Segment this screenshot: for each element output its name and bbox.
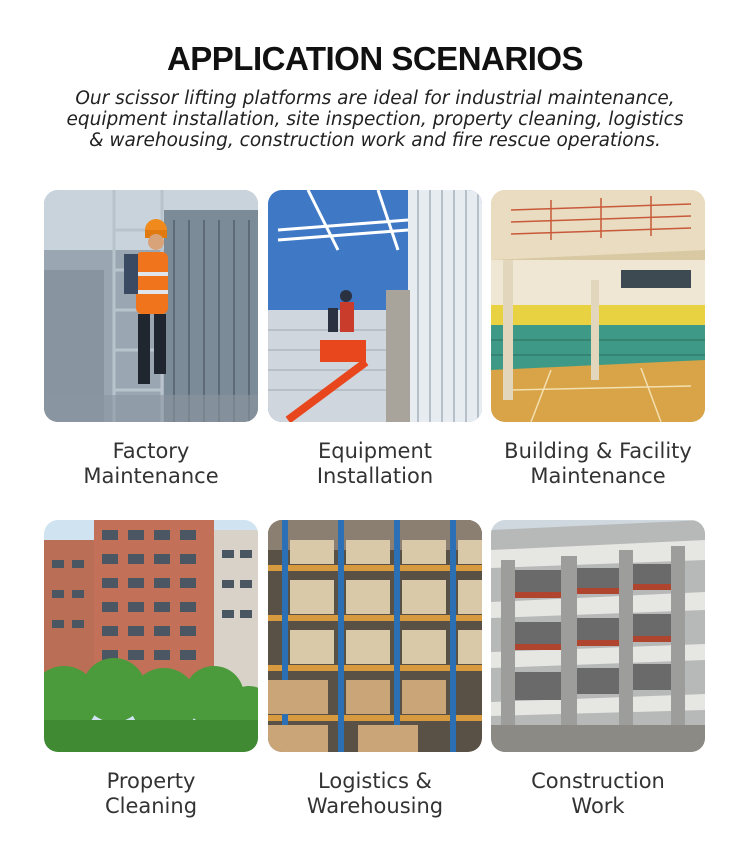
scenario-label-building <box>468 439 728 489</box>
factory-maintenance-image <box>44 190 258 422</box>
scenario-label-equipment <box>245 439 505 489</box>
scenario-label-line1: Factory <box>112 439 190 463</box>
scenario-label-line2: Maintenance <box>83 464 219 488</box>
scenario-label-factory <box>21 439 281 489</box>
scenario-label-line2: Cleaning <box>104 794 198 818</box>
scenario-label-line2: Work <box>571 794 625 818</box>
logistics-warehousing-image <box>268 520 482 752</box>
scenario-label-construction <box>468 769 728 819</box>
scenario-label-line1: Building & Facility <box>504 439 692 463</box>
scenario-label-line2: Warehousing <box>306 794 444 818</box>
scenario-label-line1: Construction <box>531 769 665 793</box>
page-title: APPLICATION SCENARIOS <box>166 40 584 77</box>
page-subtitle: Our scissor lifting platforms are ideal for industrial maintenance, equipment installation, site inspection, property cleaning, logistics & warehousing, construction work and fire rescue operations. <box>66 88 684 151</box>
scenario-label-logistics <box>245 769 505 819</box>
scenario-label-line1: Equipment <box>318 439 432 463</box>
scenario-label-line2: Maintenance <box>530 464 666 488</box>
property-cleaning-image <box>44 520 258 752</box>
building-facility-maintenance-image <box>491 190 705 422</box>
scenario-label-line1: Property <box>106 769 196 793</box>
construction-work-image <box>491 520 705 752</box>
equipment-installation-image <box>268 190 482 422</box>
scenario-label-line1: Logistics & <box>318 769 432 793</box>
scenario-label-property <box>21 769 281 819</box>
scenario-label-line2: Installation <box>316 464 434 488</box>
